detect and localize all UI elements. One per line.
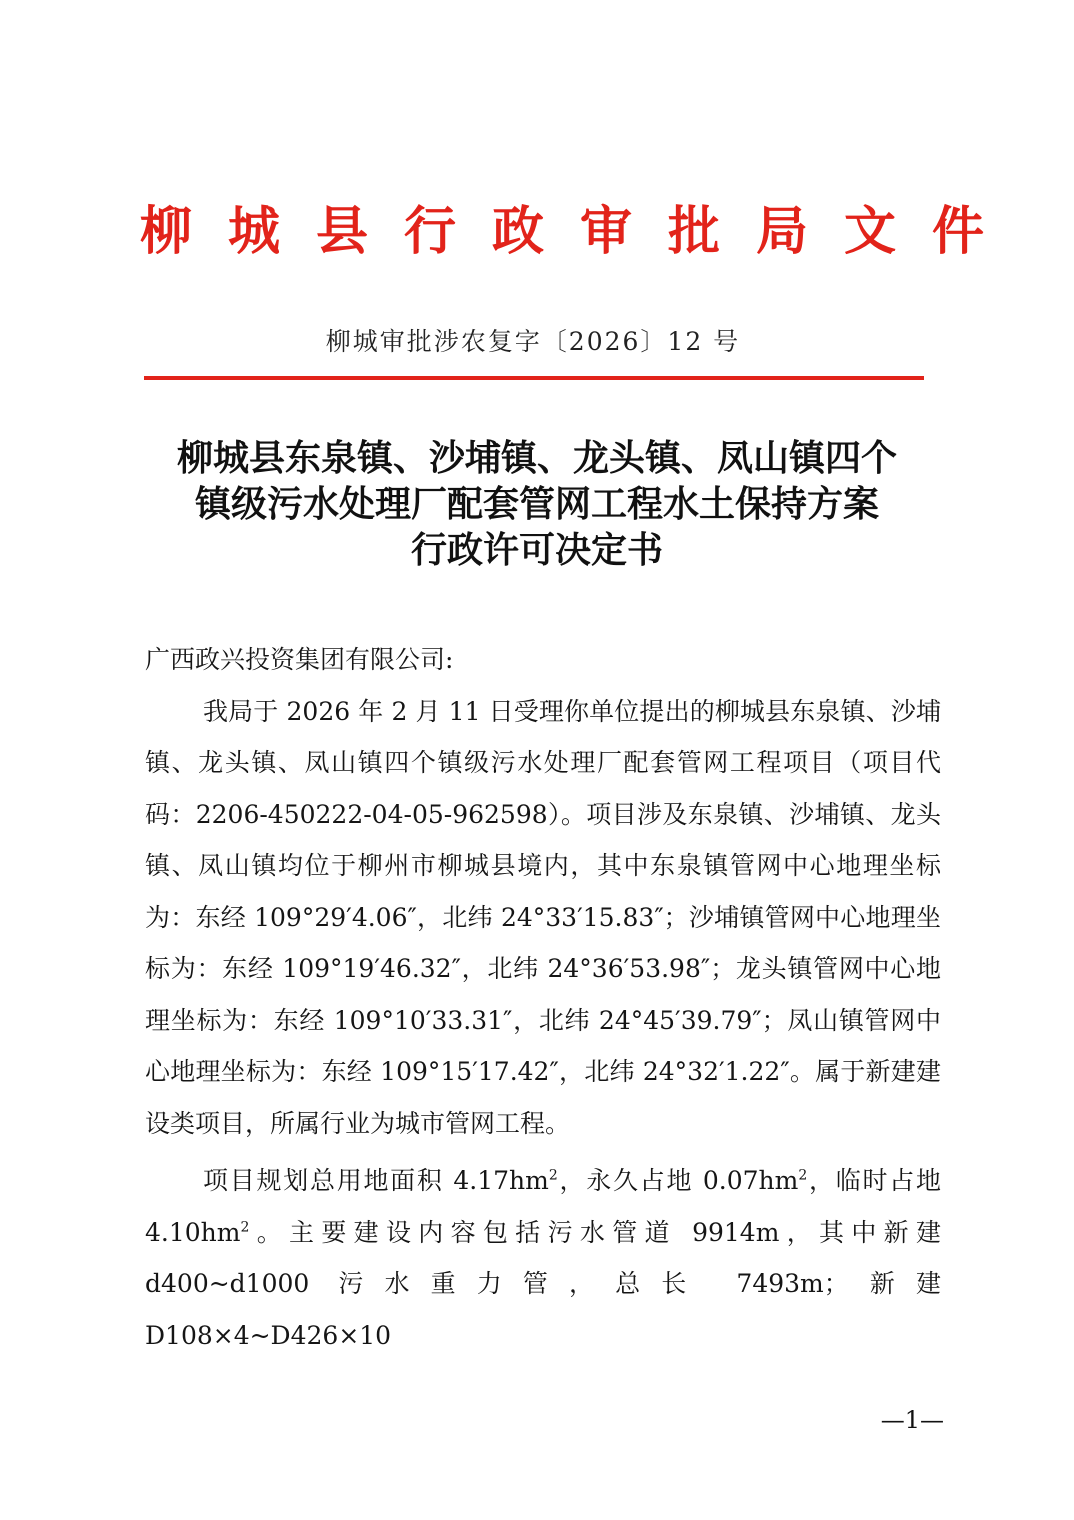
red-divider-line	[144, 376, 924, 380]
title-line-2: 镇级污水处理厂配套管网工程水土保持方案	[194, 484, 879, 525]
superscript-2: 2	[548, 1167, 558, 1184]
title-line-1: 柳城县东泉镇、沙埔镇、龙头镇、凤山镇四个	[176, 438, 897, 479]
addressee: 广西政兴投资集团有限公司:	[145, 645, 454, 674]
body-paragraph-2	[145, 1155, 941, 1361]
document-number: 柳城审批涉农复字〔2026〕12 号	[325, 327, 741, 356]
paragraph-2-text-2: ，永久占地 0.07hm	[557, 1166, 799, 1195]
document-body	[145, 634, 941, 1361]
paragraph-2-text-1: 项目规划总用地面积 4.17hm	[203, 1166, 549, 1195]
document-title	[120, 436, 954, 574]
issuer-title: 柳城县行政审批局文件	[140, 202, 1021, 262]
paragraph-2-text-3: ，临时占地 4.10hm	[145, 1166, 941, 1247]
superscript-2: 2	[240, 1219, 250, 1236]
body-paragraph-1: 我局于 2026 年 2 月 11 日受理你单位提出的柳城县东泉镇、沙埔镇、龙头镇、凤山镇四个镇级污水处理厂配套管网工程项目（项目代码：2206-450222-04-05-962598）。项目涉及东泉镇、沙埔镇、龙头镇、凤山镇均位于柳州市柳城县境内，其中东泉镇管网中心地理坐标为：东经 109°29′4.06″，北纬 24°33′15.83″；沙埔镇管网中心地理坐标为：东经 109°19′46.32″，北纬 24°36′53.98″；龙头镇管网中心地理坐标为：东经 109°10′33.31″，北纬 24°45′39.79″；凤山镇管网中心地理坐标为：东经 109°15′17.42″，北纬 24°32′1.22″。属于新建建设类项目，所属行业为城市管网工程。	[145, 696, 941, 1138]
page-number: —1—	[880, 1406, 944, 1434]
superscript-2: 2	[798, 1167, 808, 1184]
paragraph-2-text-4: 。主要建设内容包括污水管道 9914m，其中新建 d400~d1000 污水重力管，总长 7493m；新建 D108×4~D426×10	[145, 1217, 941, 1350]
title-line-3: 行政许可决定书	[410, 530, 663, 571]
